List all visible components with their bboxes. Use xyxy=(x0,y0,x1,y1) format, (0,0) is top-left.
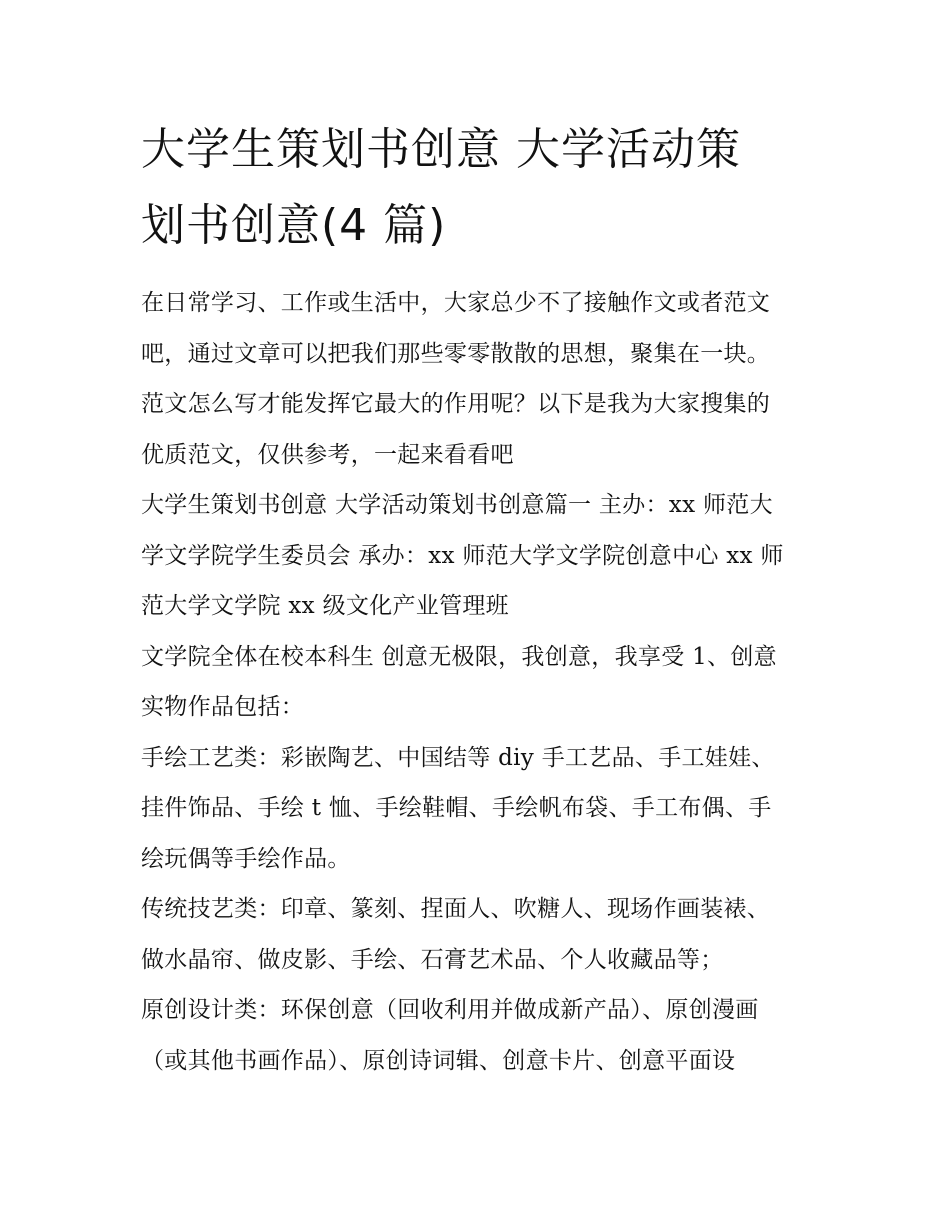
paragraph-traditional-crafts xyxy=(141,884,813,985)
text-line: 手绘工艺类：彩嵌陶艺、中国结等 diy 手工艺品、手工娃娃、 xyxy=(141,744,775,771)
text-line: 优质范文，仅供参考，一起来看看吧 xyxy=(141,441,514,468)
paragraph-handcraft xyxy=(141,733,813,885)
document-content xyxy=(141,112,813,1086)
document-body xyxy=(141,278,813,1086)
text-line: （或其他书画作品）、原创诗词辑、创意卡片、创意平面设 xyxy=(141,1047,736,1074)
text-line: 文学院全体在校本科生 创意无极限，我创意，我享受 1、创意 xyxy=(141,643,777,670)
title-line: 划书创意(4 篇) xyxy=(141,200,447,251)
text-line: 学文学院学生委员会 承办：xx 师范大学文学院创意中心 xx 师 xyxy=(141,542,784,569)
text-line: 做水晶帘、做皮影、手绘、石膏艺术品、个人收藏品等； xyxy=(141,946,724,973)
text-line: 大学生策划书创意 大学活动策划书创意篇一 主办：xx 师范大 xyxy=(141,492,773,518)
paragraph-participants xyxy=(141,632,813,733)
text-line: 范大学文学院 xx 级文化产业管理班 xyxy=(141,593,509,619)
text-line: 吧，通过文章可以把我们那些零零散散的思想，聚集在一块。 xyxy=(141,340,771,367)
text-line: 绘玩偶等手绘作品。 xyxy=(141,845,351,872)
text-line: 在日常学习、工作或生活中，大家总少不了接触作文或者范文 xyxy=(141,290,771,316)
text-line: 挂件饰品、手绘 t 恤、手绘鞋帽、手绘帆布袋、手工布偶、手 xyxy=(141,795,772,821)
text-line: 范文怎么写才能发挥它最大的作用呢？以下是我为大家搜集的 xyxy=(141,391,771,417)
text-line: 实物作品包括： xyxy=(141,694,305,720)
paragraph-original-design xyxy=(141,985,813,1086)
text-line: 传统技艺类：印章、篆刻、捏面人、吹糖人、现场作画装裱、 xyxy=(141,896,771,922)
paragraph-intro xyxy=(141,278,813,480)
text-line: 原创设计类：环保创意（回收利用并做成新产品）、原创漫画 xyxy=(141,997,759,1023)
title-line: 大学生策划书创意 大学活动策 xyxy=(141,124,741,175)
document-title xyxy=(141,112,813,264)
paragraph-organizers xyxy=(141,480,813,632)
